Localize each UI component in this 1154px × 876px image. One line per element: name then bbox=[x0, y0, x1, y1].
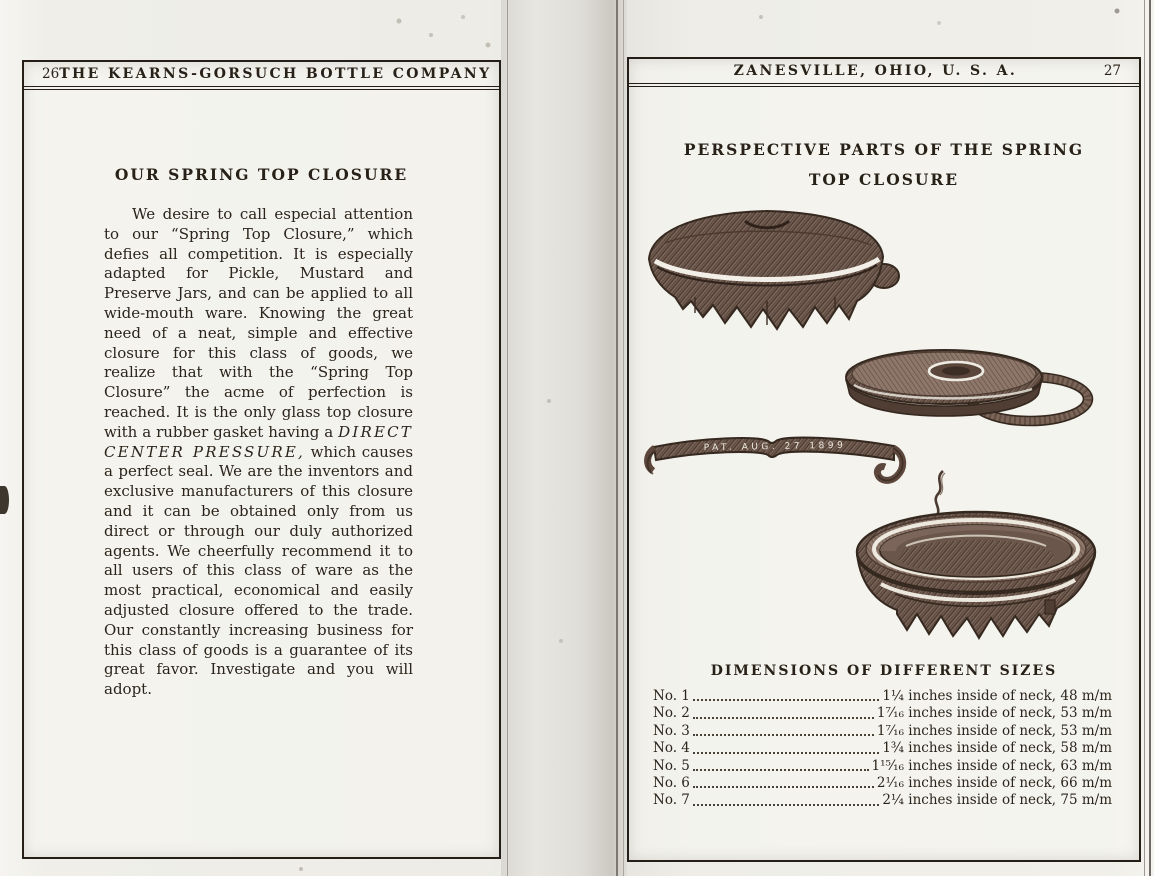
size-number: No. 6 bbox=[653, 774, 690, 791]
size-value: 1⁷⁄₁₆ inches inside of neck, 53 m/m bbox=[876, 705, 1112, 722]
left-page-header bbox=[24, 62, 499, 90]
page-edge-line bbox=[1149, 0, 1151, 876]
right-running-title: ZANESVILLE, OHIO, U. S. A. bbox=[733, 63, 1018, 79]
dotted-leader bbox=[693, 804, 879, 806]
table-row bbox=[653, 792, 1112, 809]
size-number: No. 5 bbox=[653, 757, 690, 774]
ring-inner-wall bbox=[898, 540, 1054, 574]
dimensions-heading: DIMENSIONS OF DIFFERENT SIZES bbox=[710, 663, 1058, 679]
body-text-emphasis: DIRECT CENTER PRESSURE, bbox=[104, 422, 413, 461]
body-text-part2: which causes a perfect seal. We are the inventors and exclusive manufacturers of this closure and it can be obtained only from us direct or through our duly authorized agents. We cheerfully recommend it to all users of this class of ware as the most practical, economical and easily adjusted closure offered to the trade. Our constantly increasing business for this class of goods is a guarantee of its great favor. Investigate and you will adopt. bbox=[104, 442, 414, 699]
size-number: No. 4 bbox=[653, 740, 690, 757]
right-section-title-line2: TOP CLOSURE bbox=[808, 170, 960, 189]
left-running-title: THE KEARNS-GORSUCH BOTTLE COMPANY bbox=[59, 66, 492, 82]
table-row bbox=[653, 775, 1112, 792]
spring-clip-illustration bbox=[644, 427, 908, 505]
left-section-title: OUR SPRING TOP CLOSURE bbox=[114, 165, 409, 184]
table-row bbox=[653, 688, 1112, 705]
right-section-title bbox=[629, 135, 1139, 195]
clip-patent-stamp: PAT. AUG. 27 1899 bbox=[703, 440, 847, 454]
size-value: 2¼ inches inside of neck, 75 m/m bbox=[882, 792, 1112, 809]
glass-ring-illustration bbox=[851, 504, 1103, 648]
page-edge-line bbox=[623, 0, 624, 876]
right-page-number: 27 bbox=[1103, 63, 1121, 79]
size-number: No. 2 bbox=[653, 705, 690, 722]
size-number: No. 7 bbox=[653, 792, 690, 809]
table-row bbox=[653, 758, 1112, 775]
scan-artifact bbox=[0, 486, 9, 514]
right-section-title-line1: PERSPECTIVE PARTS OF THE SPRING bbox=[683, 140, 1085, 159]
dotted-leader bbox=[693, 786, 874, 788]
page-edge-line bbox=[616, 0, 618, 876]
size-value: 1¾ inches inside of neck, 58 m/m bbox=[882, 740, 1112, 757]
glass-lid-illustration bbox=[635, 197, 903, 341]
left-body-paragraph bbox=[104, 205, 413, 700]
right-page-header bbox=[629, 59, 1139, 87]
lid-disc-and-gasket-illustration bbox=[842, 339, 1094, 429]
dotted-leader bbox=[693, 752, 879, 754]
size-number: No. 3 bbox=[653, 722, 690, 739]
right-page bbox=[627, 57, 1141, 862]
table-row bbox=[653, 705, 1112, 722]
size-value: 1¹⁵⁄₁₆ inches inside of neck, 63 m/m bbox=[871, 757, 1112, 774]
ring-side-lug bbox=[1045, 600, 1055, 614]
dotted-leader bbox=[693, 769, 869, 771]
lid-disc bbox=[846, 350, 1042, 416]
left-page-number: 26 bbox=[42, 66, 60, 82]
table-row bbox=[653, 723, 1112, 740]
scan-artifact bbox=[0, 0, 2, 2]
left-page bbox=[22, 60, 501, 859]
dotted-leader bbox=[693, 734, 874, 736]
size-value: 1⁷⁄₁₆ inches inside of neck, 53 m/m bbox=[876, 722, 1112, 739]
dotted-leader bbox=[693, 717, 874, 719]
body-text-part1: We desire to call especial attention to our “Spring Top Closure,” which defies all competition. It is especially adapted for Pickle, Mustard and Preserve Jars, and can be applied to all wide-mouth ware. Knowing the great need of a neat, simple and effective closure for this class of goods, we realize that with the “Spring Top Closure” the acme of perfection is reached. It is the only glass top closure with a rubber gasket having a bbox=[104, 205, 413, 441]
page-edge-line bbox=[1144, 0, 1145, 876]
page-edge-line bbox=[507, 0, 508, 876]
size-number: No. 1 bbox=[653, 688, 690, 704]
table-row bbox=[653, 740, 1112, 757]
size-value: 1¼ inches inside of neck, 48 m/m bbox=[882, 688, 1112, 704]
dimensions-table bbox=[653, 688, 1112, 810]
size-value: 2¹⁄₁₆ inches inside of neck, 66 m/m bbox=[876, 774, 1112, 791]
gutter-shadow bbox=[501, 0, 627, 876]
dotted-leader bbox=[693, 699, 879, 701]
